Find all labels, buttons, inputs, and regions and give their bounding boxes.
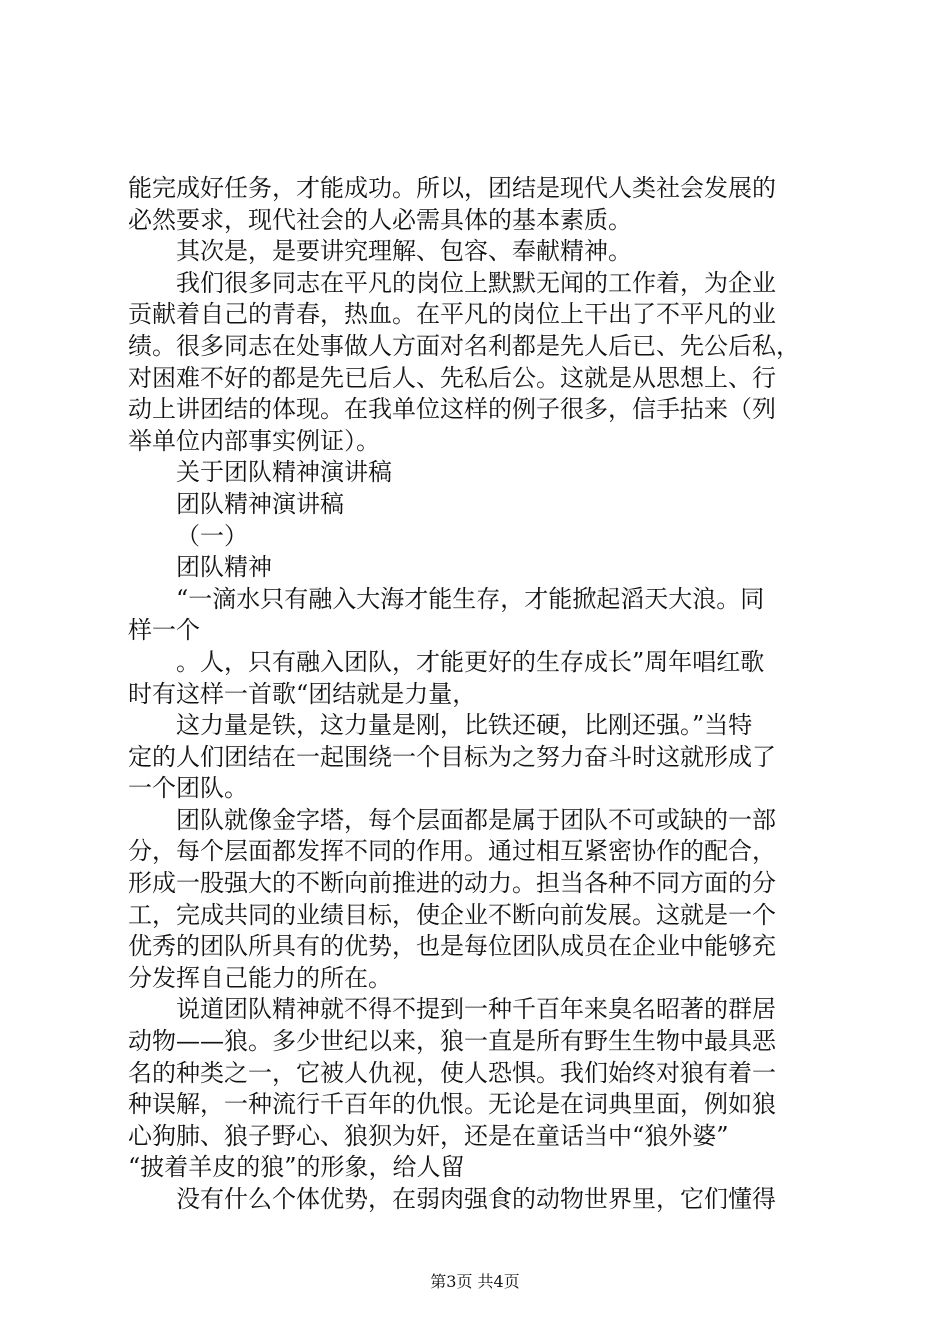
text-line: 团队就像金字塔，每个层面都是属于团队不可或缺的一部 [176,805,776,834]
text-line: 一个团队。 [128,774,248,803]
text-line: 必然要求，现代社会的人必需具体的基本素质。 [128,205,632,234]
text-line: 动物——狼。多少世纪以来，狼一直是所有野生生物中最具恶 [128,1027,776,1056]
text-line: 分，每个层面都发挥不同的作用。通过相互紧密协作的配合， [128,837,776,866]
text-line: 样一个 [128,616,200,645]
text-line: 绩。很多同志在处事做人方面对名利都是先人后已、先公后私， [128,331,800,360]
text-line: 名的种类之一，它被人仇视，使人恐惧。我们始终对狼有着一 [128,1058,776,1087]
text-line: 贡献着自己的青春，热血。在平凡的岗位上干出了不平凡的业 [128,300,776,329]
text-line: 举单位内部事实例证）。 [128,426,380,455]
text-line: 优秀的团队所具有的优势，也是每位团队成员在企业中能够充 [128,932,776,961]
text-line: “一滴水只有融入大海才能生存，才能掀起滔天大浪。同 [176,584,765,613]
text-line: 分发挥自己能力的所在。 [128,963,392,992]
text-line: 工，完成共同的业绩目标，使企业不断向前发展。这就是一个 [128,900,776,929]
text-line: 动上讲团结的体现。在我单位这样的例子很多，信手拈来（列 [128,395,776,424]
text-line: 。人，只有融入团队，才能更好的生存成长”周年唱红歌 [176,647,765,676]
page-footer: 第3页 共4页 [430,1272,520,1291]
text-line: 没有什么个体优势，在弱肉强食的动物世界里，它们懂得 [176,1185,776,1213]
text-line: 对困难不好的都是先已后人、先私后公。这就是从思想上、行 [128,363,776,392]
text-line: 种误解，一种流行千百年的仇恨。无论是在词典里面，例如狼 [128,1090,776,1119]
text-line: 心狗肺、狼子野心、狼狈为奸，还是在童话当中“狼外婆” [128,1121,729,1150]
text-line: 这力量是铁，这力量是刚，比铁还硬，比刚还强。”当特 [176,711,753,740]
text-line: 关于团队精神演讲稿 [176,458,392,487]
text-line: 团队精神演讲稿 [176,489,344,518]
text-line: 团队精神 [176,553,272,582]
text-line: 定的人们团结在一起围绕一个目标为之努力奋斗时这就形成了 [128,742,776,771]
text-line: “披着羊皮的狼”的形象，给人留 [128,1153,465,1182]
text-line: 其次是，是要讲究理解、包容、奉献精神。 [176,237,632,266]
text-line: 时有这样一首歌“团结就是力量， [128,679,477,708]
text-line: 能完成好任务，才能成功。所以，团结是现代人类社会发展的 [128,174,776,202]
document-body [128,173,828,1216]
text-line: 说道团队精神就不得不提到一种千百年来臭名昭著的群居 [176,995,776,1024]
text-line: 形成一股强大的不断向前推进的动力。担当各种不同方面的分 [128,869,776,898]
text-line: 我们很多同志在平凡的岗位上默默无闻的工作着，为企业 [176,268,776,297]
text-line: （一） [176,521,248,550]
